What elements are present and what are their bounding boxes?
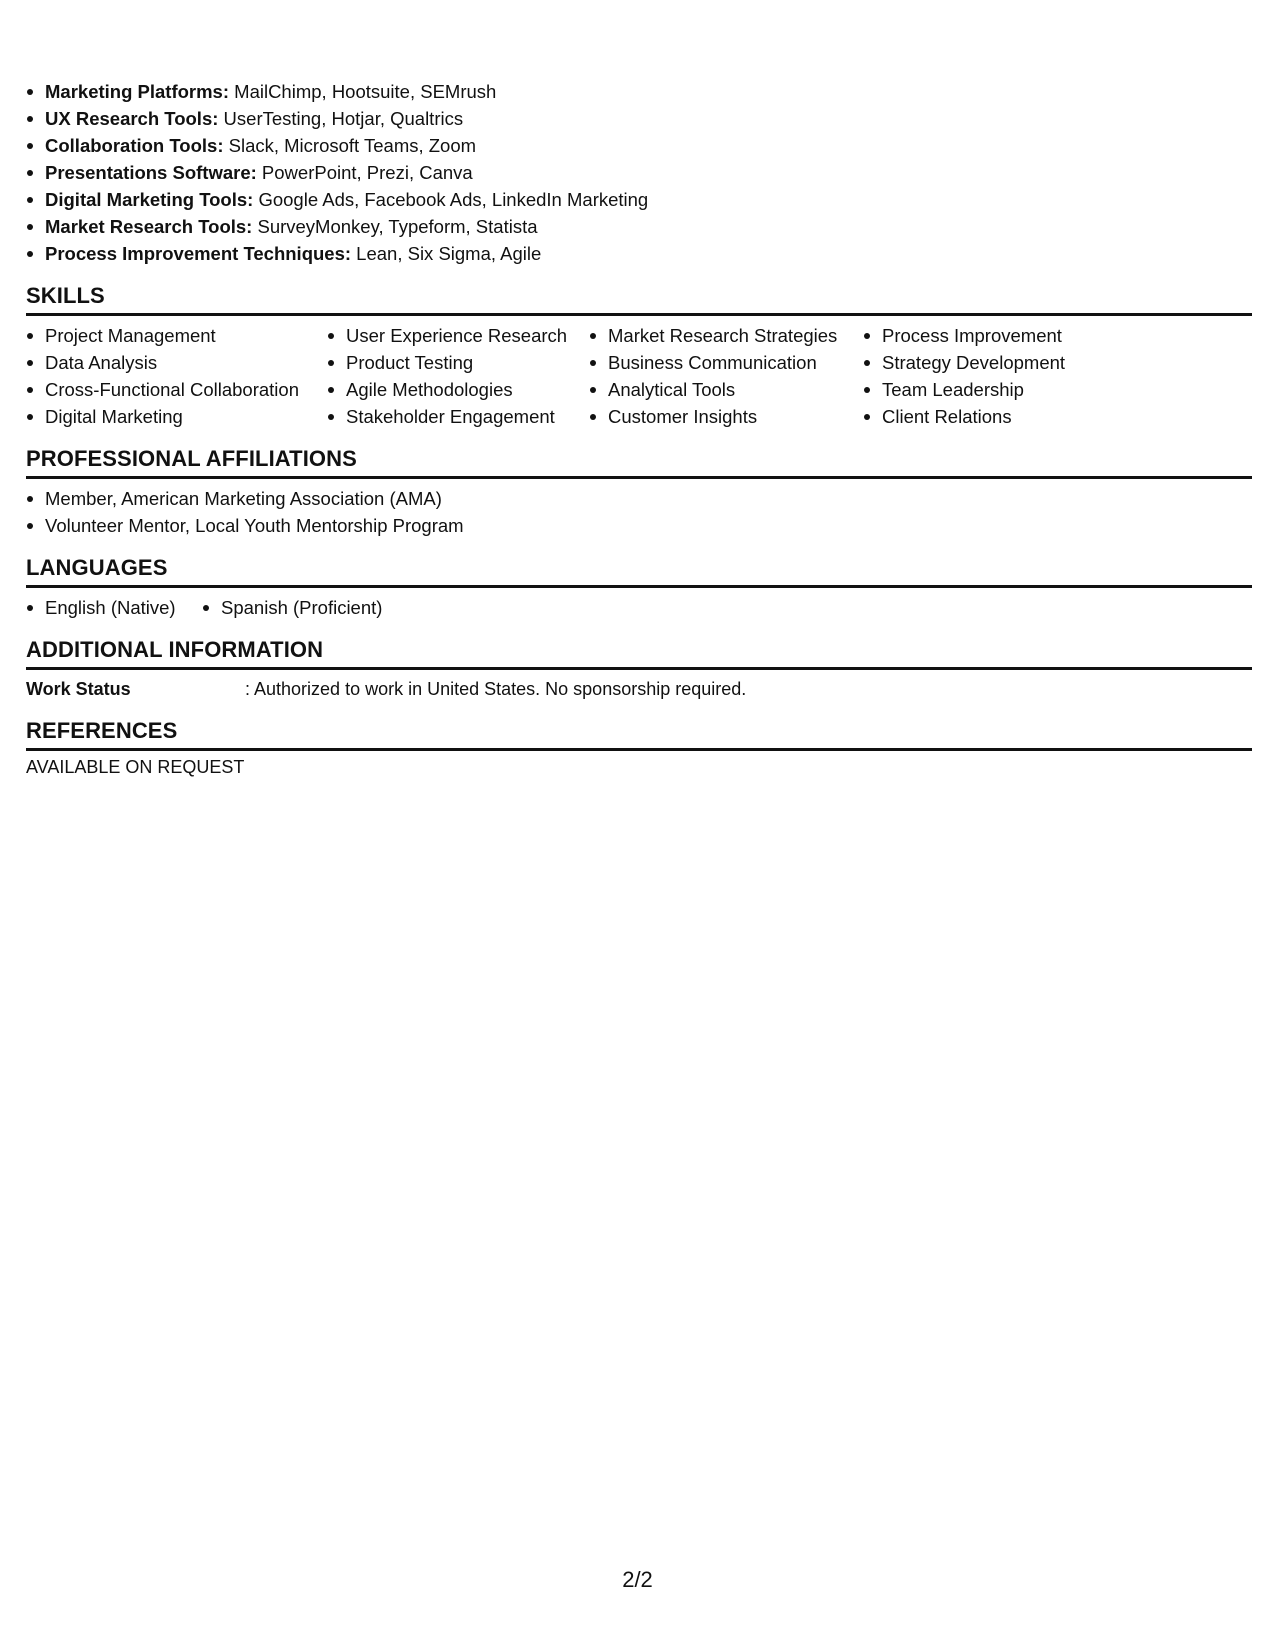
section-title: SKILLS: [26, 283, 1252, 316]
skill-item: Strategy Development: [863, 349, 1113, 376]
affiliation-item: Member, American Marketing Association (AMA): [26, 485, 1252, 512]
page-number: 2/2: [622, 1567, 653, 1592]
skills-column: [863, 322, 1113, 430]
affiliations-section: [26, 446, 1252, 539]
tool-value: Google Ads, Facebook Ads, LinkedIn Marketing: [253, 189, 649, 210]
tool-value: Slack, Microsoft Teams, Zoom: [223, 135, 477, 156]
tool-label: UX Research Tools:: [45, 108, 219, 129]
skills-section: [26, 283, 1252, 430]
tool-value: SurveyMonkey, Typeform, Statista: [252, 216, 538, 237]
tool-label: Process Improvement Techniques:: [45, 243, 352, 264]
skills-column: [26, 322, 327, 430]
work-status-row: [26, 670, 1252, 702]
tool-label: Digital Marketing Tools:: [45, 189, 254, 210]
skill-item: Digital Marketing: [26, 403, 327, 430]
list-item: [26, 213, 1252, 240]
tool-label: Collaboration Tools:: [45, 135, 224, 156]
list-item: [26, 159, 1252, 186]
list-item: [26, 132, 1252, 159]
skill-item: Project Management: [26, 322, 327, 349]
skills-grid: [26, 316, 1252, 430]
skill-item: Product Testing: [327, 349, 589, 376]
tool-label: Market Research Tools:: [45, 216, 253, 237]
languages-list: [26, 588, 1252, 621]
skill-item: Client Relations: [863, 403, 1113, 430]
references-section: [26, 718, 1252, 780]
tools-list: [26, 78, 1252, 267]
skills-column: [589, 322, 863, 430]
skill-item: Team Leadership: [863, 376, 1113, 403]
skill-item: Analytical Tools: [589, 376, 863, 403]
list-item: [26, 240, 1252, 267]
tool-value: PowerPoint, Prezi, Canva: [256, 162, 473, 183]
skill-item: Agile Methodologies: [327, 376, 589, 403]
tool-value: Lean, Six Sigma, Agile: [351, 243, 542, 264]
language-item: Spanish (Proficient): [202, 594, 382, 621]
references-text: AVAILABLE ON REQUEST: [26, 757, 245, 777]
languages-section: [26, 555, 1252, 621]
affiliation-item: Volunteer Mentor, Local Youth Mentorship Program: [26, 512, 1252, 539]
tool-value: MailChimp, Hootsuite, SEMrush: [229, 81, 497, 102]
language-item: English (Native): [26, 594, 202, 621]
tool-label: Marketing Platforms:: [45, 81, 230, 102]
affiliations-list: [26, 479, 1252, 539]
list-item: [26, 78, 1252, 105]
skill-item: Business Communication: [589, 349, 863, 376]
tool-label: Presentations Software:: [45, 162, 257, 183]
skill-item: Stakeholder Engagement: [327, 403, 589, 430]
skill-item: Process Improvement: [863, 322, 1113, 349]
tool-value: UserTesting, Hotjar, Qualtrics: [218, 108, 464, 129]
work-status-value: : Authorized to work in United States. No sponsorship required.: [245, 679, 747, 699]
skill-item: Data Analysis: [26, 349, 327, 376]
list-item: [26, 105, 1252, 132]
list-item: [26, 186, 1252, 213]
skills-column: [327, 322, 589, 430]
skill-item: User Experience Research: [327, 322, 589, 349]
skill-item: Customer Insights: [589, 403, 863, 430]
resume-page: [26, 78, 1252, 780]
section-title: PROFESSIONAL AFFILIATIONS: [26, 446, 1252, 479]
work-status-label: Work Status: [26, 679, 131, 699]
skill-item: Market Research Strategies: [589, 322, 863, 349]
section-title: REFERENCES: [26, 718, 1252, 751]
section-title: LANGUAGES: [26, 555, 1252, 588]
additional-info-section: [26, 637, 1252, 702]
skill-item: Cross-Functional Collaboration: [26, 376, 327, 403]
section-title: ADDITIONAL INFORMATION: [26, 637, 1252, 670]
